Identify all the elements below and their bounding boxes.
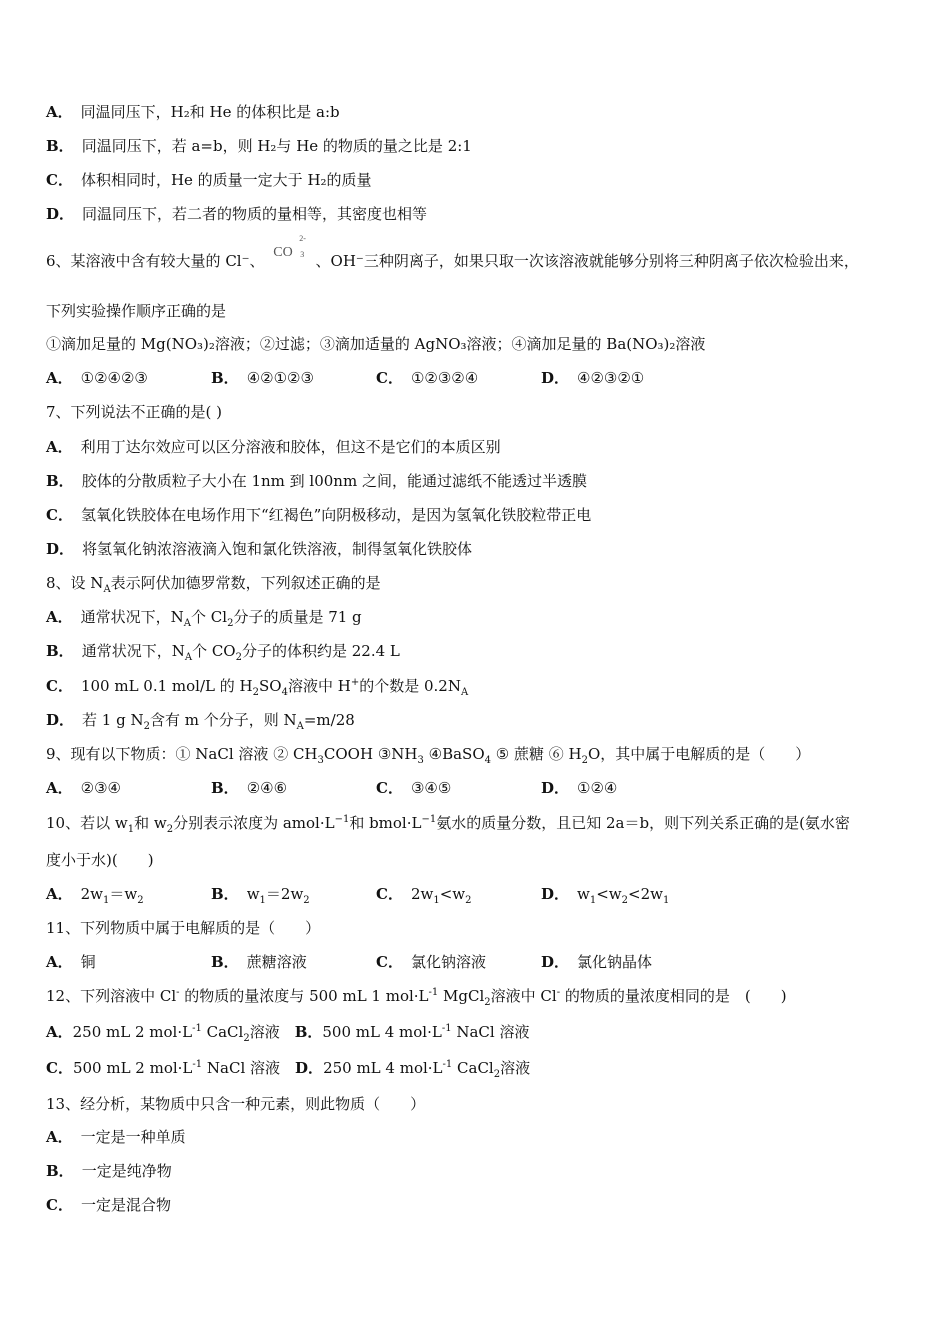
- q6-steps: ①滴加足量的 Mg(NO₃)₂溶液；②过滤；③滴加适量的 AgNO₃溶液；④滴加足量的 Ba(NO₃)₂溶液: [46, 335, 706, 353]
- q9-options: [46, 778, 706, 798]
- q11-stem: 11、下列物质中属于电解质的是（ ）: [46, 919, 321, 937]
- option-label: B．: [46, 137, 74, 155]
- q8-option-b: B． 通常状况下，$N_A$个 $CO_2$分子的体积约是 22.4 L: [46, 642, 400, 663]
- q10-stem-b: 度小于水)( ): [46, 851, 154, 869]
- q10-option-a: A． $2w_1=w_2$: [46, 885, 144, 906]
- option-label: A．: [46, 103, 73, 121]
- q5-option-c: [46, 170, 372, 190]
- option-label: D．: [46, 205, 75, 223]
- q11-options: [46, 952, 706, 972]
- option-label: C．: [46, 171, 73, 189]
- q10-stem-a: 10、若以 $w_1$和 $w_2$分别表示浓度为 $amol\cdot L^{-1}$和 $bmol\cdot L^{-1}$氨水的质量分数，且已知 2a＝b，则下列关系正确的是(氨水密: [46, 814, 850, 835]
- q8-option-a: A． 通常状况下，$N_A$个 $Cl_2$分子的质量是 71 g: [46, 608, 362, 629]
- q7-stem: 7、下列说法不正确的是( ): [46, 403, 223, 421]
- q6-stem-b: 、OH⁻三种阴离子，如果只取一次该溶液就能够分别将三种阴离子依次检验出来，: [315, 252, 859, 270]
- q13-option-b: B． 一定是纯净物: [46, 1162, 172, 1180]
- q10-options: [46, 884, 706, 904]
- q8-stem: 8、设 $N_A$表示阿伏加德罗常数，下列叙述正确的是: [46, 574, 381, 595]
- q6-option-c: C． ①②③②④: [376, 369, 479, 387]
- q7-option-b: B． 胶体的分散质粒子大小在 1nm 到 l00nm 之间，能通过滤纸不能透过半透膜: [46, 472, 587, 490]
- q13-stem: 13、经分析，某物质中只含一种元素，则此物质（ ）: [46, 1095, 426, 1113]
- q9-option-c: C． ③④⑤: [376, 779, 452, 797]
- q5-option-a: [46, 102, 340, 122]
- q12-options-row1: A．250 mL 2 $mol\cdot L^{-1}$ CaCl$_2$溶液 B．500 mL 4 $mol\cdot L^{-1}$ NaCl 溶液: [46, 1023, 530, 1044]
- option-text: 同温同压下，若 a=b，则 H₂与 He 的物质的量之比是 2:1: [81, 137, 472, 155]
- option-text: 体积相同时，He 的质量一定大于 H₂的质量: [80, 171, 372, 189]
- q9-option-d: D． ①②④: [541, 779, 618, 797]
- q7-option-d: D． 将氢氧化钠浓溶液滴入饱和氯化铁溶液，制得氢氧化铁胶体: [46, 540, 473, 558]
- q6-options: [46, 368, 706, 388]
- q11-option-c: C． 氯化钠溶液: [376, 953, 486, 971]
- option-text: 同温同压下，H₂和 He 的体积比是 a:b: [80, 103, 340, 121]
- q12-options-row2: C．500 mL 2 $mol\cdot L^{-1}$ NaCl 溶液 D．250 mL 4 $mol\cdot L^{-1}$ CaCl$_2$溶液: [46, 1059, 531, 1080]
- q11-option-d: D． 氯化钠晶体: [541, 953, 653, 971]
- q6-stem: [46, 234, 859, 273]
- q9-option-b: B． ②④⑥: [211, 779, 288, 797]
- q13-option-c: C． 一定是混合物: [46, 1196, 171, 1214]
- q13-option-a: A． 一定是一种单质: [46, 1128, 186, 1146]
- q10-option-b: B． $w_1=2w_2$: [211, 885, 310, 906]
- q12-stem: 12、下列溶液中 Cl- 的物质的量浓度与 500 mL 1 $mol\cdot L^{-1}$ MgCl$_2$溶液中 Cl- 的物质的量浓度相同的是 ( ): [46, 987, 787, 1008]
- q11-option-a: A． 铜: [46, 953, 96, 971]
- carbonate-ion: CO 2- 3: [273, 234, 306, 260]
- q10-option-c: C． $2w_1<w_2$: [376, 885, 472, 906]
- q8-option-d: D． 若 1 g $N_2$含有 m 个分子，则 $N_A=m/28$: [46, 711, 355, 732]
- q6-option-d: D． ④②③②①: [541, 369, 645, 387]
- option-text: 同温同压下，若二者的物质的量相等，其密度也相等: [82, 205, 428, 223]
- q10-option-d: D． $w_1<w_2<2w_1$: [541, 885, 670, 906]
- q8-option-c: C． 100 mL 0.1 mol/L 的 $H_2SO_4$溶液中 H+的个数是 $0.2N_A$: [46, 677, 469, 698]
- q7-option-a: A． 利用丁达尔效应可以区分溶液和胶体，但这不是它们的本质区别: [46, 438, 501, 456]
- q5-option-b: [46, 136, 472, 156]
- q9-stem: 9、现有以下物质：① NaCl 溶液 ② $CH_3COOH$ $③NH_3$ ④BaSO$_4$ ⑤ 蔗糖 ⑥ $H_2O$，其中属于电解质的是（ ）: [46, 745, 811, 766]
- q6-stem-c: 下列实验操作顺序正确的是: [46, 302, 227, 320]
- q6-stem-a: 6、某溶液中含有较大量的 Cl⁻、: [46, 252, 265, 270]
- q7-option-c: C． 氢氧化铁胶体在电场作用下“红褐色”向阴极移动，是因为氢氧化铁胶粒带正电: [46, 506, 592, 524]
- q11-option-b: B． 蔗糖溶液: [211, 953, 307, 971]
- q6-option-b: B． ④②①②③: [211, 369, 314, 387]
- q9-option-a: A． ②③④: [46, 779, 121, 797]
- q5-option-d: [46, 204, 427, 224]
- q6-option-a: A． ①②④②③: [46, 369, 148, 387]
